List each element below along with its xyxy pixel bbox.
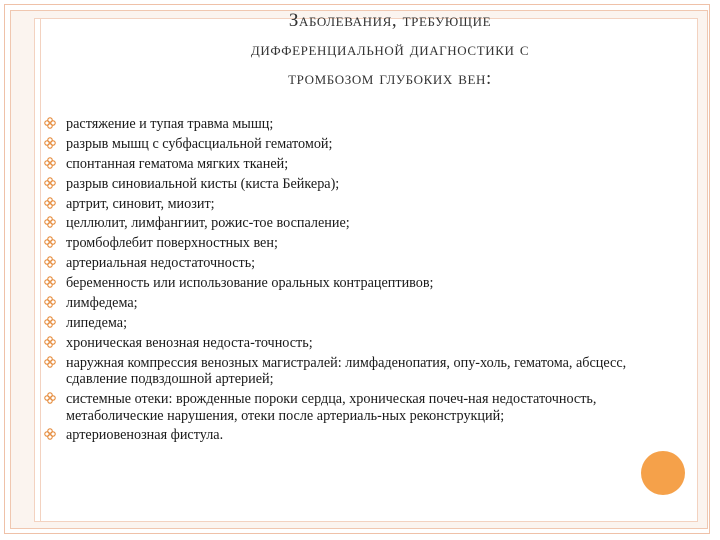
slide-title-line-1: Заболевания, требующие (288, 10, 492, 31)
list-item-text: беременность или использование оральных контрацептивов; (66, 275, 434, 292)
list-item-text: целлюлит, лимфангиит, рожис-тое воспаление; (66, 215, 350, 232)
list-item-text: растяжение и тупая травма мышц; (66, 116, 274, 132)
list-item (42, 315, 682, 332)
diagnosis-list (42, 116, 682, 447)
flower-bullet-icon (44, 428, 56, 440)
slide-title-line-3: тромбозом глубоких вен: (288, 68, 492, 89)
list-item (42, 176, 682, 193)
flower-bullet-icon (44, 316, 56, 328)
list-item (42, 215, 682, 232)
list-item-text: артериовенозная фистула. (66, 427, 224, 444)
flower-bullet-icon (44, 276, 56, 288)
list-item (42, 196, 682, 213)
list-item-text: лимфедема; (66, 295, 138, 312)
flower-bullet-icon (44, 216, 56, 228)
decorative-orange-circle (641, 451, 685, 495)
flower-bullet-icon (44, 117, 56, 129)
flower-bullet-icon (44, 177, 56, 189)
list-item (42, 235, 682, 252)
list-item-text: разрыв мышц с субфасциальной гематомой; (66, 135, 333, 152)
flower-bullet-icon (44, 256, 56, 268)
slide-title (100, 6, 680, 93)
list-item-text: артрит, синовит, миозит; (66, 195, 215, 212)
list-item (42, 355, 682, 388)
list-item-text: разрыв синовиальной кисты (киста Бейкера); (66, 175, 340, 192)
list-item (42, 427, 682, 444)
flower-bullet-icon (44, 392, 56, 404)
list-item (42, 116, 682, 133)
flower-bullet-icon (44, 356, 56, 368)
slide-left-rule (40, 18, 41, 522)
list-item (42, 156, 682, 173)
list-item-text: наружная компрессия венозных магистралей: лимфаденопатия, опу-холь, гематома, абсцесс, сдавление подвздошной артерией; (66, 354, 627, 388)
flower-bullet-icon (44, 197, 56, 209)
list-item (42, 391, 682, 424)
list-item (42, 136, 682, 153)
list-item (42, 255, 682, 272)
flower-bullet-icon (44, 236, 56, 248)
list-item (42, 335, 682, 352)
flower-bullet-icon (44, 336, 56, 348)
list-item-text: системные отеки: врожденные пороки сердца, хроническая почеч-ная недостаточность, метаболические нарушения, отеки после артериаль-ных реконструкций; (66, 391, 597, 424)
list-item-text: тромбофлебит поверхностных вен; (66, 235, 278, 252)
list-item-text: липедема; (66, 314, 128, 331)
slide-title-line-2: дифференциальной диагностики с (250, 39, 530, 60)
flower-bullet-icon (44, 157, 56, 169)
list-item-text: спонтанная гематома мягких тканей; (66, 155, 289, 172)
list-item (42, 295, 682, 312)
list-item-text: артериальная недостаточность; (66, 255, 256, 272)
list-item-text: хроническая венозная недоста-точность; (66, 334, 313, 351)
list-item (42, 275, 682, 292)
flower-bullet-icon (44, 137, 56, 149)
flower-bullet-icon (44, 296, 56, 308)
